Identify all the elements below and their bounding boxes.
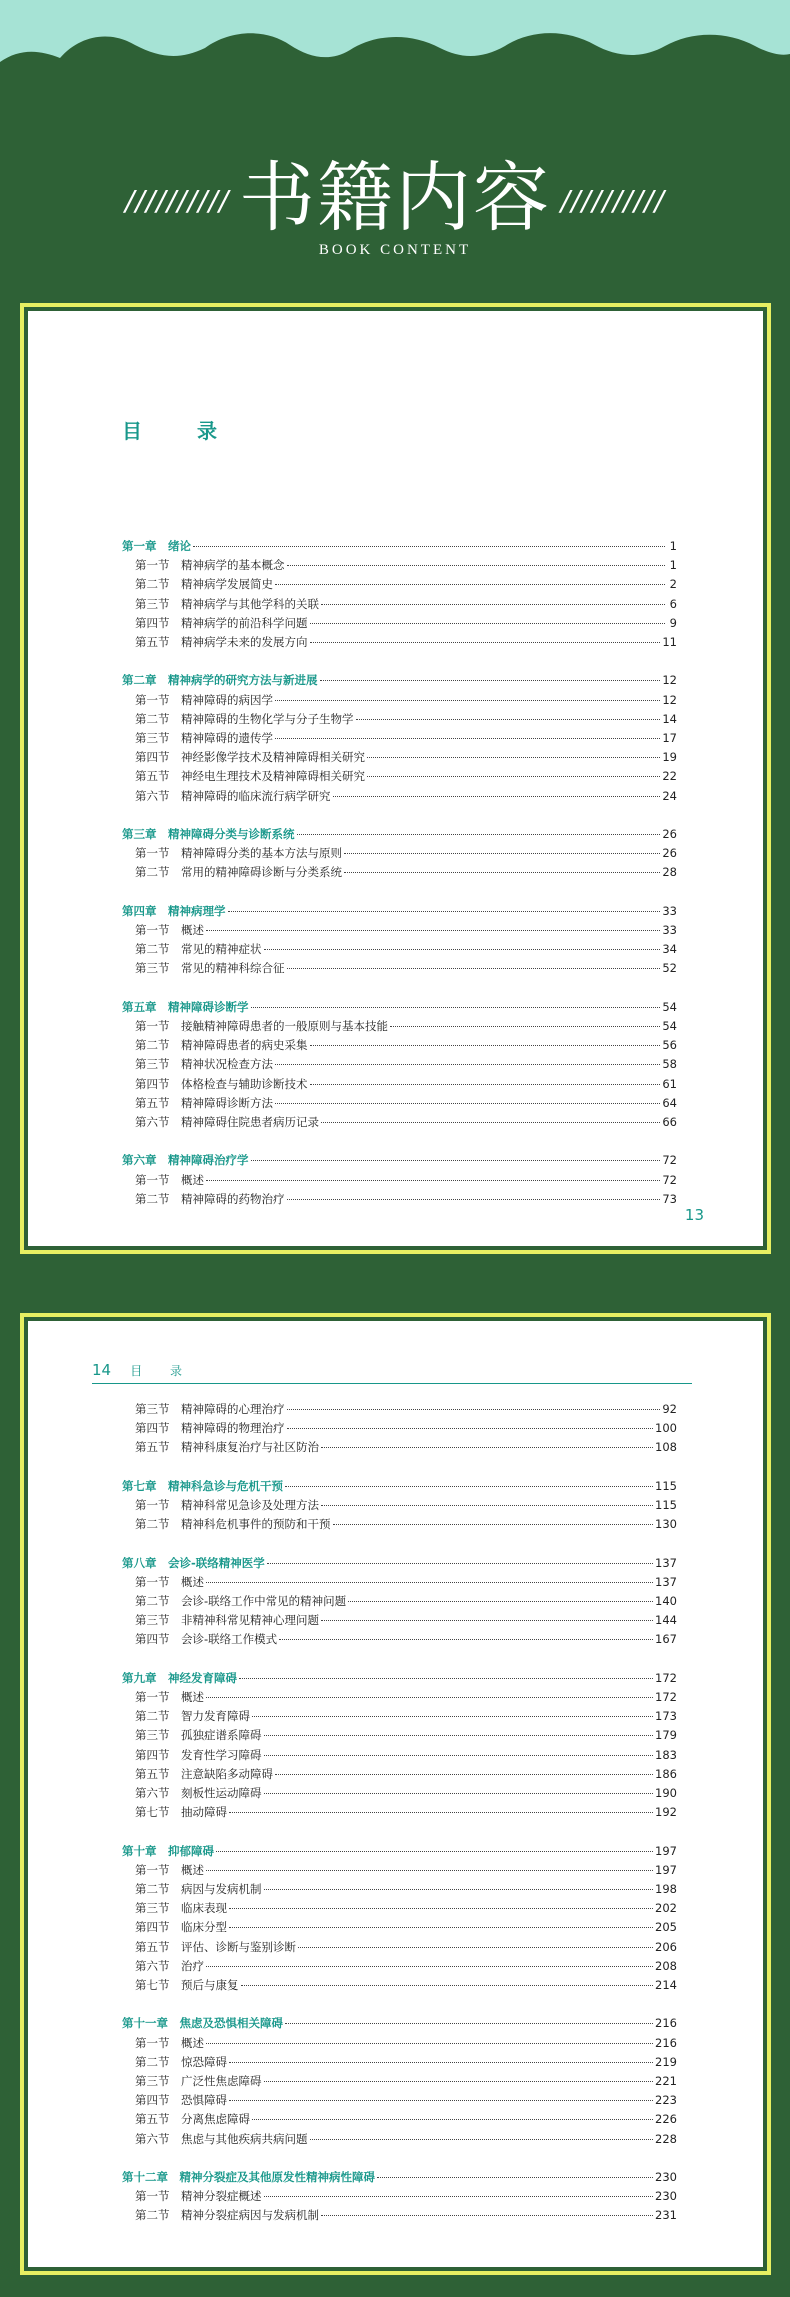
toc-section-entry (122, 1036, 677, 1055)
dot-leader (320, 680, 661, 681)
toc-section-entry (122, 633, 677, 652)
toc-chapter-entry (122, 1477, 677, 1496)
dot-leader (229, 1908, 653, 1909)
section-title: 第二节 惊恐障碍 (135, 2054, 227, 2069)
page-ref: 73 (662, 1191, 677, 1206)
toc-section-entry (122, 1899, 677, 1918)
dot-leader (287, 968, 661, 969)
chapter-spacer (122, 1650, 677, 1669)
dot-leader (310, 642, 661, 643)
section-title: 第三节 孤独症谱系障碍 (135, 1728, 262, 1743)
dot-leader (216, 1851, 653, 1852)
toc-chapter-entry (122, 1669, 677, 1688)
top-wave-decoration (0, 0, 790, 90)
page-ref: 216 (655, 2035, 677, 2050)
page-ref: 52 (662, 961, 677, 976)
page-ref: 221 (655, 2074, 677, 2089)
dot-leader (297, 834, 661, 835)
section-title: 第二节 精神障碍的药物治疗 (135, 1191, 285, 1206)
chapter-spacer (122, 2149, 677, 2168)
chapter-title: 第七章 精神科急诊与危机干预 (122, 1478, 283, 1493)
dot-leader (206, 930, 660, 931)
toc-section-entry (122, 1976, 677, 1995)
page-ref: 33 (662, 923, 677, 938)
toc-section-entry (122, 1938, 677, 1957)
toc-section-entry (122, 2034, 677, 2053)
toc-section-entry (122, 2072, 677, 2091)
toc-section-entry (122, 1171, 677, 1190)
section-title: 第三节 广泛性焦虑障碍 (135, 2074, 262, 2089)
dot-leader (367, 776, 660, 777)
page-ref: 1 (669, 539, 677, 553)
page-ref: 183 (655, 1747, 677, 1762)
chapter-spacer (122, 652, 677, 671)
dot-leader (275, 700, 660, 701)
toc-chapter-entry (122, 671, 677, 690)
section-title: 第七节 抽动障碍 (135, 1805, 227, 1820)
section-title: 第四节 神经影像学技术及精神障碍相关研究 (135, 750, 365, 765)
section-title: 第二节 病因与发病机制 (135, 1882, 262, 1897)
dot-leader (264, 2196, 654, 2197)
page-ref: 14 (662, 711, 677, 726)
dot-leader (348, 1601, 653, 1602)
toc-section-entry (122, 1803, 677, 1822)
chapter-title: 第四章 精神病理学 (122, 903, 226, 918)
dot-leader (264, 1889, 654, 1890)
toc-section-entry (122, 1707, 677, 1726)
page-ref: 172 (655, 1670, 677, 1685)
dot-leader (206, 1697, 653, 1698)
dot-leader (321, 1447, 653, 1448)
toc-section-entry (122, 2187, 677, 2206)
toc-section-entry (122, 1573, 677, 1592)
dot-leader (239, 1678, 653, 1679)
dot-leader (279, 1639, 653, 1640)
page-ref: 216 (655, 2016, 677, 2031)
chapter-title: 第九章 神经发育障碍 (122, 1670, 237, 1685)
section-title: 第二节 智力发育障碍 (135, 1709, 250, 1724)
toc-section-entry (122, 1075, 677, 1094)
page-ref: 26 (662, 846, 677, 861)
section-title: 第五节 评估、诊断与鉴别诊断 (135, 1939, 296, 1954)
toc-section-entry (122, 710, 677, 729)
chapter-title: 第十一章 焦虑及恐惧相关障碍 (122, 2016, 283, 2031)
section-title: 第四节 临床分型 (135, 1920, 227, 1935)
dot-leader (310, 1045, 661, 1046)
page-ref: 197 (655, 1862, 677, 1877)
chapter-title: 第一章 绪论 (122, 539, 191, 553)
toc-section-entry (122, 1957, 677, 1976)
toc-section-entry (122, 691, 677, 710)
toc-chapter-entry (122, 1554, 677, 1573)
toc-section-entry (122, 1017, 677, 1036)
section-title: 第四节 会诊-联络工作模式 (135, 1632, 278, 1647)
page-subtitle: BOOK CONTENT (318, 242, 472, 258)
page-ref: 144 (655, 1613, 677, 1628)
toc-section-entry (122, 2206, 677, 2225)
dot-leader (344, 872, 660, 873)
dot-leader (228, 911, 661, 912)
toc-section-entry (122, 959, 677, 978)
toc-section-entry (122, 863, 677, 882)
chapter-spacer (122, 806, 677, 825)
page-ref: 219 (655, 2054, 677, 2069)
toc-section-entry (122, 1880, 677, 1899)
page-ref: 1 (669, 558, 677, 573)
section-title: 第四节 恐惧障碍 (135, 2093, 227, 2108)
page-ref: 56 (662, 1038, 677, 1053)
page-ref: 202 (655, 1901, 677, 1916)
page-ref: 33 (662, 903, 677, 918)
page-ref: 172 (655, 1690, 677, 1704)
toc-section-entry (122, 1765, 677, 1784)
page-ref: 228 (655, 2131, 677, 2146)
dot-leader (390, 1026, 660, 1027)
section-title: 第四节 发育性学习障碍 (135, 1747, 262, 1762)
toc-section-entry (122, 1438, 677, 1457)
chapter-title: 第六章 精神障碍治疗学 (122, 1153, 249, 1168)
section-title: 第一节 精神障碍的病因学 (135, 692, 273, 707)
toc-chapter-entry (122, 902, 677, 921)
toc-section-entry (122, 940, 677, 959)
dot-leader (275, 1774, 653, 1775)
page-ref: 223 (655, 2093, 677, 2108)
section-title: 第一节 概述 (135, 1574, 204, 1589)
page-ref: 137 (655, 1555, 677, 1570)
chapter-title: 第五章 精神障碍诊断学 (122, 999, 249, 1014)
dot-leader (285, 2023, 653, 2024)
book-page-13 (20, 303, 771, 1254)
running-head (92, 1360, 692, 1384)
section-title: 第一节 精神科常见急诊及处理方法 (135, 1498, 319, 1512)
toc-section-entry (122, 1688, 677, 1707)
toc-chapter-entry (122, 2168, 677, 2187)
toc-section-entry (122, 1861, 677, 1880)
section-title: 第二节 常见的精神症状 (135, 942, 262, 957)
toc-section-entry (122, 1515, 677, 1534)
page-ref: 190 (655, 1786, 677, 1801)
toc-section-entry (122, 1113, 677, 1132)
dot-leader (287, 565, 666, 566)
page-ref: 28 (662, 865, 677, 880)
page-ref: 130 (655, 1517, 677, 1532)
dot-leader (267, 1563, 653, 1564)
page-ref: 115 (655, 1478, 677, 1493)
page-ref: 205 (655, 1920, 677, 1935)
dot-leader (275, 738, 660, 739)
dot-leader (206, 1966, 653, 1967)
running-head-label: 目 录 (130, 1364, 195, 1378)
section-title: 第六节 精神障碍住院患者病历记录 (135, 1115, 319, 1130)
dot-leader (285, 1486, 653, 1487)
page-ref: 72 (662, 1153, 677, 1168)
section-title: 第一节 概述 (135, 1172, 204, 1187)
dot-leader (229, 2062, 653, 2063)
page-ref: 61 (662, 1076, 677, 1091)
toc-section-entry (122, 2110, 677, 2129)
page-ref: 108 (655, 1440, 677, 1455)
dot-leader (264, 2081, 654, 2082)
page-ref: 54 (662, 1019, 677, 1034)
page-ref: 167 (655, 1632, 677, 1647)
section-title: 第三节 精神病学与其他学科的关联 (135, 596, 319, 611)
dot-leader (264, 1735, 654, 1736)
section-title: 第二节 常用的精神障碍诊断与分类系统 (135, 865, 342, 880)
toc-list (122, 537, 677, 1209)
page-ref: 34 (662, 942, 677, 957)
dot-leader (275, 1064, 660, 1065)
section-title: 第一节 概述 (135, 923, 204, 938)
chapter-title: 第十二章 精神分裂症及其他原发性精神病性障碍 (122, 2170, 375, 2185)
section-title: 第五节 注意缺陷多动障碍 (135, 1766, 273, 1781)
chapter-spacer (122, 1458, 677, 1477)
page-ref: 24 (662, 788, 677, 803)
section-title: 第二节 精神病学发展简史 (135, 577, 273, 592)
toc-chapter-entry (122, 2014, 677, 2033)
toc-section-entry (122, 575, 677, 594)
toc-section-entry (122, 1630, 677, 1649)
page-ref: 9 (669, 615, 677, 630)
page-ref: 12 (662, 692, 677, 707)
section-title: 第三节 常见的精神科综合征 (135, 961, 285, 976)
dot-leader (344, 853, 660, 854)
section-title: 第三节 精神障碍的遗传学 (135, 731, 273, 746)
page-ref: 197 (655, 1843, 677, 1858)
dot-leader (287, 1199, 661, 1200)
dot-leader (321, 1505, 653, 1506)
section-title: 第五节 精神病学未来的发展方向 (135, 635, 308, 650)
toc-section-entry (122, 2053, 677, 2072)
page-ref: 214 (655, 1978, 677, 1993)
toc-section-entry (122, 1094, 677, 1113)
dot-leader (264, 1755, 654, 1756)
toc-section-entry (122, 1611, 677, 1630)
toc-section-entry (122, 1190, 677, 1209)
chapter-title: 第二章 精神病学的研究方法与新进展 (122, 673, 318, 688)
dot-leader (287, 1428, 654, 1429)
page-title: 书籍内容 (239, 153, 551, 242)
section-title: 第一节 概述 (135, 1862, 204, 1877)
page-ref: 66 (662, 1115, 677, 1130)
section-title: 第四节 体格检查与辅助诊断技术 (135, 1076, 308, 1091)
page-ref: 11 (662, 635, 677, 650)
page-ref: 92 (662, 1402, 677, 1416)
header (0, 150, 790, 270)
dot-leader (367, 757, 660, 758)
dot-leader (377, 2177, 653, 2178)
section-title: 第二节 精神障碍患者的病史采集 (135, 1038, 308, 1053)
dot-leader (264, 949, 661, 950)
toc-section-entry (122, 921, 677, 940)
toc-section-entry (122, 1746, 677, 1765)
chapter-spacer (122, 1995, 677, 2014)
dot-leader (287, 1409, 661, 1410)
section-title: 第一节 精神病学的基本概念 (135, 558, 285, 573)
toc-section-entry (122, 1400, 677, 1419)
dot-leader (333, 1524, 654, 1525)
toc-section-entry (122, 1055, 677, 1074)
chapter-spacer (122, 1822, 677, 1841)
chapter-title: 第八章 会诊-联络精神医学 (122, 1555, 265, 1570)
page-ref: 64 (662, 1095, 677, 1110)
dot-leader (264, 1793, 654, 1794)
section-title: 第六节 精神障碍的临床流行病学研究 (135, 788, 331, 803)
section-title: 第一节 概述 (135, 2035, 204, 2050)
toc-section-entry (122, 729, 677, 748)
toc-section-entry (122, 2091, 677, 2110)
slash-decoration-right: ////////// (560, 184, 665, 217)
toc-section-entry (122, 595, 677, 614)
section-title: 第五节 神经电生理技术及精神障碍相关研究 (135, 769, 365, 784)
section-title: 第六节 焦虑与其他疾病共病问题 (135, 2131, 308, 2146)
dot-leader (275, 584, 665, 585)
chapter-spacer (122, 883, 677, 902)
toc-section-entry (122, 787, 677, 806)
dot-leader (356, 719, 661, 720)
dot-leader (206, 1870, 653, 1871)
page-ref: 19 (662, 750, 677, 765)
section-title: 第三节 临床表现 (135, 1901, 227, 1916)
dot-leader (321, 1620, 653, 1621)
toc-section-entry (122, 1496, 677, 1515)
dot-leader (333, 796, 661, 797)
section-title: 第六节 治疗 (135, 1958, 204, 1973)
chapter-spacer (122, 1534, 677, 1553)
page-ref: 198 (655, 1882, 677, 1897)
page-ref: 206 (655, 1939, 677, 1954)
dot-leader (321, 604, 665, 605)
page-number: 13 (684, 1206, 704, 1224)
section-title: 第五节 精神科康复治疗与社区防治 (135, 1440, 319, 1455)
section-title: 第二节 会诊-联络工作中常见的精神问题 (135, 1594, 347, 1608)
section-title: 第五节 精神障碍诊断方法 (135, 1095, 273, 1110)
section-title: 第四节 精神病学的前沿科学问题 (135, 615, 308, 630)
page-ref: 231 (655, 2208, 677, 2223)
dot-leader (241, 1985, 654, 1986)
page-ref: 58 (662, 1057, 677, 1072)
section-title: 第三节 非精神科常见精神心理问题 (135, 1613, 319, 1628)
page-ref: 12 (662, 673, 677, 688)
dot-leader (252, 2119, 653, 2120)
toc-section-entry (122, 748, 677, 767)
chapter-spacer (122, 979, 677, 998)
dot-leader (251, 1007, 661, 1008)
toc-section-entry (122, 1592, 677, 1611)
section-title: 第五节 分离焦虑障碍 (135, 2112, 250, 2127)
dot-leader (310, 2139, 654, 2140)
dot-leader (229, 2100, 653, 2101)
section-title: 第一节 精神分裂症概述 (135, 2189, 262, 2204)
page-ref: 173 (655, 1709, 677, 1724)
dot-leader (310, 623, 666, 624)
toc-title: 目 录 (122, 419, 241, 443)
page-ref: 17 (662, 731, 677, 746)
page-ref: 186 (655, 1766, 677, 1781)
dot-leader (206, 1180, 660, 1181)
page-ref: 2 (669, 577, 677, 592)
page-ref: 22 (662, 769, 677, 784)
dot-leader (206, 1582, 653, 1583)
toc-section-entry (122, 614, 677, 633)
dot-leader (229, 1927, 653, 1928)
section-title: 第四节 精神障碍的物理治疗 (135, 1421, 285, 1436)
section-title: 第一节 精神障碍分类的基本方法与原则 (135, 846, 342, 861)
section-title: 第二节 精神科危机事件的预防和干预 (135, 1517, 331, 1532)
toc-section-entry (122, 1784, 677, 1803)
section-title: 第二节 精神障碍的生物化学与分子生物学 (135, 711, 354, 726)
page-ref: 54 (662, 999, 677, 1014)
toc-chapter-entry (122, 1842, 677, 1861)
dot-leader (321, 1122, 660, 1123)
section-title: 第六节 刻板性运动障碍 (135, 1786, 262, 1801)
page-ref: 137 (655, 1574, 677, 1589)
page-ref: 230 (655, 2170, 677, 2185)
chapter-title: 第三章 精神障碍分类与诊断系统 (122, 827, 295, 842)
toc-section-entry (122, 767, 677, 786)
toc-chapter-entry (122, 1151, 677, 1170)
dot-leader (298, 1947, 653, 1948)
toc-chapter-entry (122, 825, 677, 844)
page-ref: 100 (655, 1421, 677, 1436)
toc-section-entry (122, 1918, 677, 1937)
dot-leader (229, 1812, 653, 1813)
slash-decoration-left: ////////// (125, 184, 230, 217)
page-ref: 208 (655, 1958, 677, 1973)
page-ref: 26 (662, 827, 677, 842)
page-ref: 226 (655, 2112, 677, 2127)
book-page-14 (20, 1313, 771, 2275)
page-ref: 179 (655, 1728, 677, 1743)
dot-leader (206, 2043, 653, 2044)
toc-section-entry (122, 1419, 677, 1438)
page-ref: 230 (655, 2189, 677, 2204)
section-title: 第一节 接触精神障碍患者的一般原则与基本技能 (135, 1019, 388, 1034)
dot-leader (310, 1084, 661, 1085)
toc-section-entry (122, 2130, 677, 2149)
section-title: 第七节 预后与康复 (135, 1978, 239, 1993)
page-ref: 140 (655, 1594, 677, 1608)
toc-list (122, 1400, 677, 2226)
dot-leader (275, 1103, 660, 1104)
page-ref: 6 (669, 596, 677, 611)
dot-leader (321, 2215, 653, 2216)
running-head-page-number: 14 (92, 1361, 112, 1379)
toc-section-entry (122, 844, 677, 863)
section-title: 第二节 精神分裂症病因与发病机制 (135, 2208, 319, 2223)
page-ref: 72 (662, 1172, 677, 1187)
toc-chapter-entry (122, 537, 677, 556)
section-title: 第三节 精神障碍的心理治疗 (135, 1402, 285, 1416)
dot-leader (193, 546, 665, 547)
dot-leader (252, 1716, 653, 1717)
section-title: 第一节 概述 (135, 1690, 204, 1704)
page-ref: 115 (655, 1498, 677, 1512)
chapter-spacer (122, 1132, 677, 1151)
dot-leader (251, 1160, 661, 1161)
page-ref: 192 (655, 1805, 677, 1820)
section-title: 第三节 精神状况检查方法 (135, 1057, 273, 1072)
toc-section-entry (122, 1726, 677, 1745)
toc-section-entry (122, 556, 677, 575)
chapter-title: 第十章 抑郁障碍 (122, 1843, 214, 1858)
toc-chapter-entry (122, 998, 677, 1017)
